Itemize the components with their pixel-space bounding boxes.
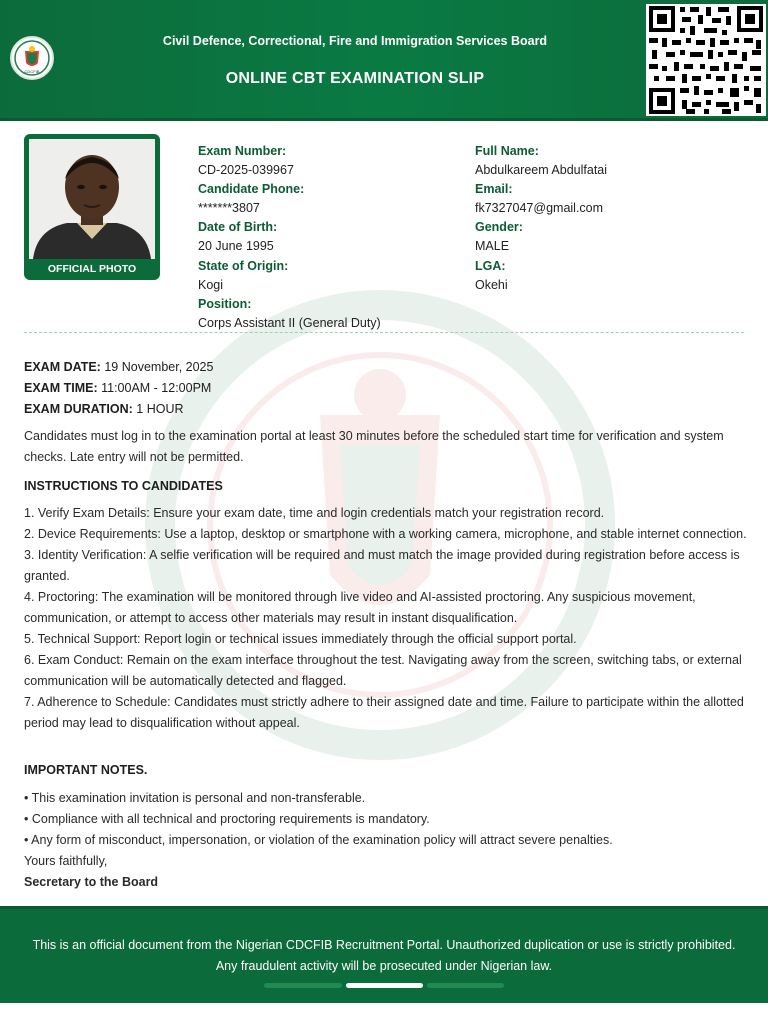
official-photo-frame (24, 134, 160, 280)
board-name: Civil Defence, Correctional, Fire and Immigration Services Board (162, 34, 548, 48)
candidate-phone-value: *******3807 (198, 201, 260, 215)
full-name-value: Abdulkareem Abdulfatai (475, 163, 608, 177)
lga-value: Okehi (475, 278, 508, 292)
notes-list (24, 788, 748, 893)
candidate-photo (29, 139, 155, 259)
exam-duration-label: EXAM DURATION: (24, 402, 133, 416)
intro-paragraph: Candidates must log in to the examination portal at least 30 minutes before the scheduled start time for verification and system checks. Late entry will not be permitted. (24, 429, 724, 464)
state-of-origin-value: Kogi (198, 278, 224, 292)
position-value: Corps Assistant II (General Duty) (198, 316, 381, 330)
notes-title: IMPORTANT NOTES. (24, 763, 148, 777)
instruction-item: 4. Proctoring: The examination will be monitored through live video and AI-assisted proctoring. Any suspicious movement, communication, or attempt to access other materials may result in instant disqualification. (24, 590, 696, 625)
instruction-item: 6. Exam Conduct: Remain on the exam interface throughout the test. Navigating away from the screen, switching tabs, or external communication will be automatically detected and flagged. (24, 653, 742, 688)
signatory: Secretary to the Board (24, 875, 159, 889)
instruction-item: 1. Verify Exam Details: Ensure your exam date, time and login credentials match your registration record. (24, 506, 605, 520)
slip-title: ONLINE CBT EXAMINATION SLIP (225, 70, 485, 87)
footer-disclaimer: This is an official document from the Nigerian CDCFIB Recruitment Portal. Unauthorized duplication or use is strictly prohibited. Any fraudulent activity will be prosecuted under Nigerian law. (32, 938, 736, 973)
dob-value: 20 June 1995 (198, 239, 274, 253)
note-item: • This examination invitation is personal and non-transferable. (24, 791, 366, 805)
instruction-item: 7. Adherence to Schedule: Candidates must strictly adhere to their assigned date and time. Failure to participate within the allotted period may lead to disqualification without appeal. (24, 695, 744, 730)
official-photo-label: OFFICIAL PHOTO (47, 263, 137, 275)
section-divider (24, 332, 744, 333)
email-label: Email: (475, 182, 513, 196)
lga-label: LGA: (475, 259, 506, 273)
header-banner (0, 0, 768, 121)
board-logo (10, 36, 54, 80)
exam-time-label: EXAM TIME: (24, 381, 98, 395)
instructions-list (24, 503, 748, 734)
page-indicator-dot (264, 983, 342, 988)
exam-duration-row (24, 402, 184, 416)
exam-date-row (24, 360, 213, 374)
exam-date-value: 19 November, 2025 (104, 360, 214, 374)
dob-label: Date of Birth: (198, 220, 278, 234)
instruction-item: 3. Identity Verification: A selfie verification will be required and must match the image provided during registration before access is granted. (24, 548, 740, 583)
exam-number-value: CD-2025-039967 (198, 163, 294, 177)
exam-time-value: 11:00AM - 12:00PM (101, 381, 212, 395)
exam-number-label: Exam Number: (198, 144, 287, 158)
page-indicator-dot (427, 983, 504, 988)
gender-label: Gender: (475, 220, 523, 234)
position-label: Position: (198, 297, 252, 311)
exam-date-label: EXAM DATE: (24, 360, 101, 374)
logo-text: CDCFIB (24, 69, 40, 74)
footer-banner (0, 906, 768, 1003)
instruction-item: 5. Technical Support: Report login or technical issues immediately through the official support portal. (24, 632, 577, 646)
candidate-phone-label: Candidate Phone: (198, 182, 305, 196)
closing-text: Yours faithfully, (24, 854, 108, 868)
full-name-label: Full Name: (475, 144, 539, 158)
gender-value: MALE (475, 239, 510, 253)
exam-time-row (24, 381, 211, 395)
instructions-title: INSTRUCTIONS TO CANDIDATES (24, 479, 223, 493)
page-indicator-active (346, 983, 423, 988)
state-of-origin-label: State of Origin: (198, 259, 289, 273)
instruction-item: 2. Device Requirements: Use a laptop, desktop or smartphone with a working camera, microphone, and stable internet connection. (24, 527, 747, 541)
exam-duration-value: 1 HOUR (136, 402, 184, 416)
note-item: • Compliance with all technical and proctoring requirements is mandatory. (24, 812, 430, 826)
note-item: • Any form of misconduct, impersonation, or violation of the examination policy will attract severe penalties. (24, 833, 613, 847)
email-value: fk7327047@gmail.com (475, 201, 604, 215)
qr-code (646, 4, 766, 116)
